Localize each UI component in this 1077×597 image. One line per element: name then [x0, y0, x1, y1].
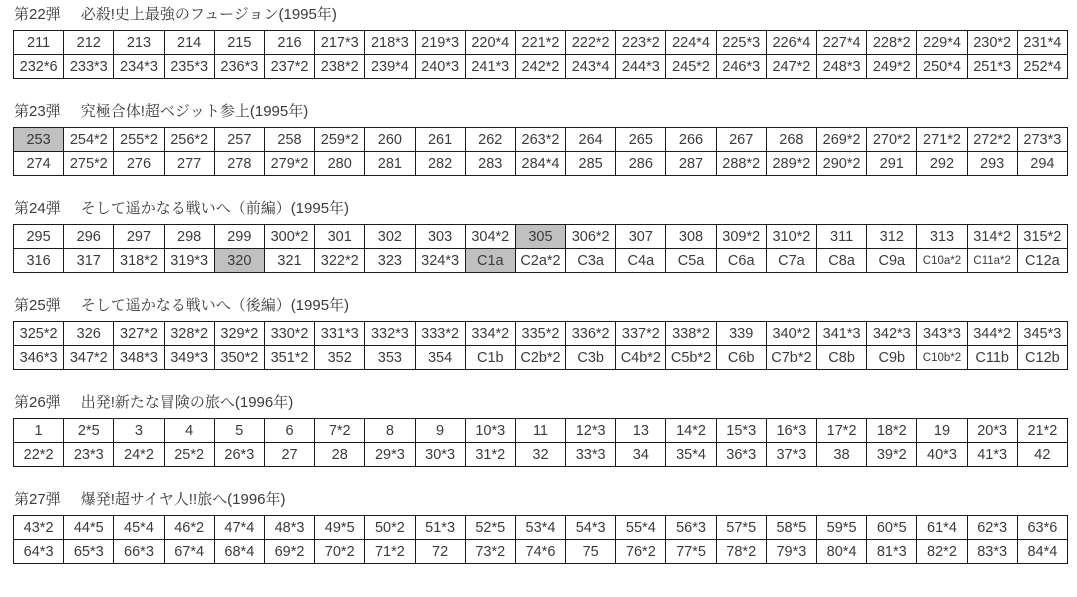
card-cell: 268: [766, 128, 816, 152]
card-cell: 34: [616, 443, 666, 467]
card-number-table: [13, 127, 1068, 176]
card-cell: 36*3: [716, 443, 766, 467]
card-cell: 258: [264, 128, 314, 152]
card-cell: 285: [566, 152, 616, 176]
card-cell: 318*2: [114, 249, 164, 273]
card-cell: C7a: [766, 249, 816, 273]
card-cell: 292: [917, 152, 967, 176]
card-cell: 352: [315, 346, 365, 370]
series-number: 第23弾: [14, 103, 61, 120]
card-number-table: [13, 30, 1068, 79]
card-cell: 46*2: [164, 516, 214, 540]
card-cell: 29*3: [365, 443, 415, 467]
card-cell: 23*3: [64, 443, 114, 467]
card-cell: 227*4: [817, 31, 867, 55]
card-cell: 343*3: [917, 322, 967, 346]
series-section-23: [13, 103, 1068, 176]
card-cell: 319*3: [164, 249, 214, 273]
card-cell: 3: [114, 419, 164, 443]
card-cell: 66*3: [114, 540, 164, 564]
card-cell: 50*2: [365, 516, 415, 540]
card-row: [14, 249, 1068, 273]
series-title: そして遥かなる戦いへ（後編）(1995年): [80, 297, 350, 314]
card-cell: 229*4: [917, 31, 967, 55]
card-cell: 322*2: [315, 249, 365, 273]
card-cell: 245*2: [666, 55, 716, 79]
card-cell: 238*2: [315, 55, 365, 79]
card-cell: C7b*2: [766, 346, 816, 370]
card-cell: 15*3: [716, 419, 766, 443]
card-row: [14, 128, 1068, 152]
card-cell: 40*3: [917, 443, 967, 467]
card-cell: 350*2: [214, 346, 264, 370]
series-section-24: [13, 200, 1068, 273]
card-cell: 266: [666, 128, 716, 152]
card-cell: 316: [14, 249, 64, 273]
card-cell: 354: [415, 346, 465, 370]
card-cell: 211: [14, 31, 64, 55]
card-cell: 329*2: [214, 322, 264, 346]
card-cell: 213: [114, 31, 164, 55]
card-cell: 308: [666, 225, 716, 249]
card-cell: 346*3: [14, 346, 64, 370]
card-number-table: [13, 515, 1068, 564]
card-cell: 310*2: [766, 225, 816, 249]
card-cell: 330*2: [264, 322, 314, 346]
card-cell: 9: [415, 419, 465, 443]
card-cell: 246*3: [716, 55, 766, 79]
card-cell: 70*2: [315, 540, 365, 564]
card-cell: 57*5: [716, 516, 766, 540]
card-cell: 288*2: [716, 152, 766, 176]
series-number: 第25弾: [14, 297, 61, 314]
card-cell: 282: [415, 152, 465, 176]
card-cell: 58*5: [766, 516, 816, 540]
card-cell: 13: [616, 419, 666, 443]
card-cell: 251*3: [967, 55, 1017, 79]
card-cell: 281: [365, 152, 415, 176]
card-cell: 82*2: [917, 540, 967, 564]
card-cell: 256*2: [164, 128, 214, 152]
card-cell: 311: [817, 225, 867, 249]
card-cell: 295: [14, 225, 64, 249]
card-cell: 43*2: [14, 516, 64, 540]
card-cell: 54*3: [566, 516, 616, 540]
card-cell: 220*4: [465, 31, 515, 55]
card-cell: 270*2: [867, 128, 917, 152]
series-section-25: [13, 297, 1068, 370]
card-cell: C11b: [967, 346, 1017, 370]
card-cell: 279*2: [264, 152, 314, 176]
card-cell: 349*3: [164, 346, 214, 370]
section-header: [14, 200, 1068, 218]
card-cell: 221*2: [515, 31, 565, 55]
card-cell: 277: [164, 152, 214, 176]
card-cell: 222*2: [566, 31, 616, 55]
card-cell: 218*3: [365, 31, 415, 55]
card-cell: 61*4: [917, 516, 967, 540]
card-cell: 75: [566, 540, 616, 564]
card-cell: 25*2: [164, 443, 214, 467]
card-cell: 264: [566, 128, 616, 152]
card-cell: 59*5: [817, 516, 867, 540]
card-cell: 353: [365, 346, 415, 370]
card-cell: C1a: [465, 249, 515, 273]
card-cell: 303: [415, 225, 465, 249]
card-cell: 326: [64, 322, 114, 346]
card-cell: 239*4: [365, 55, 415, 79]
card-cell: 262: [465, 128, 515, 152]
card-cell: 45*4: [114, 516, 164, 540]
card-cell: 24*2: [114, 443, 164, 467]
card-cell: 64*3: [14, 540, 64, 564]
card-cell: 74*6: [515, 540, 565, 564]
card-cell: 306*2: [566, 225, 616, 249]
card-cell: 312: [867, 225, 917, 249]
card-cell: 226*4: [766, 31, 816, 55]
card-cell: 327*2: [114, 322, 164, 346]
card-cell: 336*2: [566, 322, 616, 346]
card-cell: 60*5: [867, 516, 917, 540]
card-cell: 8: [365, 419, 415, 443]
card-cell: C5a: [666, 249, 716, 273]
card-cell: 30*3: [415, 443, 465, 467]
card-cell: C6b: [716, 346, 766, 370]
card-cell: 76*2: [616, 540, 666, 564]
card-cell: C8a: [817, 249, 867, 273]
card-cell: 6: [264, 419, 314, 443]
series-section-27: [13, 491, 1068, 564]
card-cell: 5: [214, 419, 264, 443]
card-cell: 32: [515, 443, 565, 467]
card-cell: 51*3: [415, 516, 465, 540]
card-cell: 248*3: [817, 55, 867, 79]
card-cell: 71*2: [365, 540, 415, 564]
card-cell: 63*6: [1017, 516, 1067, 540]
section-header: [14, 103, 1068, 121]
card-cell: 345*3: [1017, 322, 1067, 346]
card-row: [14, 31, 1068, 55]
card-cell: C3a: [566, 249, 616, 273]
card-cell: 41*3: [967, 443, 1017, 467]
card-cell: 62*3: [967, 516, 1017, 540]
card-row: [14, 346, 1068, 370]
card-cell: 38: [817, 443, 867, 467]
card-cell: 271*2: [917, 128, 967, 152]
series-section-22: [13, 6, 1068, 79]
card-cell: 21*2: [1017, 419, 1067, 443]
card-cell: 47*4: [214, 516, 264, 540]
card-cell: 291: [867, 152, 917, 176]
card-cell: 296: [64, 225, 114, 249]
card-cell: 232*6: [14, 55, 64, 79]
card-cell: 261: [415, 128, 465, 152]
card-cell: 225*3: [716, 31, 766, 55]
card-cell: 53*4: [515, 516, 565, 540]
card-cell: 68*4: [214, 540, 264, 564]
card-cell: 335*2: [515, 322, 565, 346]
card-cell: C9a: [867, 249, 917, 273]
card-cell: 278: [214, 152, 264, 176]
card-cell: 289*2: [766, 152, 816, 176]
card-row: [14, 55, 1068, 79]
card-cell: 347*2: [64, 346, 114, 370]
card-cell: 294: [1017, 152, 1067, 176]
card-cell: 276: [114, 152, 164, 176]
card-cell: 49*5: [315, 516, 365, 540]
card-cell: 14*2: [666, 419, 716, 443]
series-number: 第22弾: [14, 6, 61, 23]
card-cell: 77*5: [666, 540, 716, 564]
series-title: 爆発!超サイヤ人!!旅へ(1996年): [80, 491, 286, 508]
card-cell: 299: [214, 225, 264, 249]
card-cell: 244*3: [616, 55, 666, 79]
series-title: 究極合体!超ベジット参上(1995年): [80, 103, 309, 120]
card-cell: 44*5: [64, 516, 114, 540]
card-cell: 228*2: [867, 31, 917, 55]
card-cell: 313: [917, 225, 967, 249]
card-cell: 219*3: [415, 31, 465, 55]
card-cell: C11a*2: [967, 249, 1017, 273]
card-cell: 320: [214, 249, 264, 273]
series-number: 第26弾: [14, 394, 61, 411]
card-cell: 81*3: [867, 540, 917, 564]
card-cell: 65*3: [64, 540, 114, 564]
card-cell: 325*2: [14, 322, 64, 346]
card-cell: 273*3: [1017, 128, 1067, 152]
card-cell: 214: [164, 31, 214, 55]
series-section-26: [13, 394, 1068, 467]
card-number-table: [13, 418, 1068, 467]
card-cell: 237*2: [264, 55, 314, 79]
card-cell: 19: [917, 419, 967, 443]
card-cell: 234*3: [114, 55, 164, 79]
card-cell: 265: [616, 128, 666, 152]
card-cell: 22*2: [14, 443, 64, 467]
card-number-table: [13, 321, 1068, 370]
card-cell: 304*2: [465, 225, 515, 249]
card-cell: 323: [365, 249, 415, 273]
card-cell: 305: [515, 225, 565, 249]
card-row: [14, 419, 1068, 443]
card-cell: 344*2: [967, 322, 1017, 346]
card-cell: 290*2: [817, 152, 867, 176]
card-cell: 283: [465, 152, 515, 176]
series-number: 第27弾: [14, 491, 61, 508]
card-cell: C12a: [1017, 249, 1067, 273]
series-title: 必殺!史上最強のフュージョン(1995年): [80, 6, 337, 23]
card-cell: 254*2: [64, 128, 114, 152]
card-cell: 247*2: [766, 55, 816, 79]
card-cell: 1: [14, 419, 64, 443]
card-cell: 301: [315, 225, 365, 249]
card-cell: C8b: [817, 346, 867, 370]
card-cell: 217*3: [315, 31, 365, 55]
card-cell: 83*3: [967, 540, 1017, 564]
card-cell: 300*2: [264, 225, 314, 249]
card-cell: C4a: [616, 249, 666, 273]
card-cell: 260: [365, 128, 415, 152]
card-cell: 2*5: [64, 419, 114, 443]
card-cell: 55*4: [616, 516, 666, 540]
card-cell: 212: [64, 31, 114, 55]
card-cell: 267: [716, 128, 766, 152]
card-cell: C5b*2: [666, 346, 716, 370]
card-cell: 52*5: [465, 516, 515, 540]
card-cell: 307: [616, 225, 666, 249]
series-number: 第24弾: [14, 200, 61, 217]
section-header: [14, 6, 1068, 24]
card-cell: C12b: [1017, 346, 1067, 370]
card-cell: 332*3: [365, 322, 415, 346]
card-cell: 80*4: [817, 540, 867, 564]
card-cell: 324*3: [415, 249, 465, 273]
card-cell: 321: [264, 249, 314, 273]
card-cell: 4: [164, 419, 214, 443]
card-row: [14, 225, 1068, 249]
card-cell: 253: [14, 128, 64, 152]
card-cell: 298: [164, 225, 214, 249]
card-cell: 27: [264, 443, 314, 467]
card-cell: 317: [64, 249, 114, 273]
card-cell: 309*2: [716, 225, 766, 249]
card-cell: 233*3: [64, 55, 114, 79]
card-cell: 284*4: [515, 152, 565, 176]
card-cell: 35*4: [666, 443, 716, 467]
card-cell: 341*3: [817, 322, 867, 346]
card-cell: 337*2: [616, 322, 666, 346]
card-cell: 348*3: [114, 346, 164, 370]
card-cell: 215: [214, 31, 264, 55]
card-cell: 39*2: [867, 443, 917, 467]
card-cell: 67*4: [164, 540, 214, 564]
card-row: [14, 152, 1068, 176]
card-cell: 280: [315, 152, 365, 176]
card-cell: 56*3: [666, 516, 716, 540]
card-cell: 17*2: [817, 419, 867, 443]
card-cell: 257: [214, 128, 264, 152]
card-row: [14, 516, 1068, 540]
card-cell: C6a: [716, 249, 766, 273]
card-cell: 10*3: [465, 419, 515, 443]
card-cell: 7*2: [315, 419, 365, 443]
series-title: そして遥かなる戦いへ（前編）(1995年): [80, 200, 350, 217]
section-header: [14, 491, 1068, 509]
card-cell: 328*2: [164, 322, 214, 346]
card-cell: 263*2: [515, 128, 565, 152]
card-cell: 223*2: [616, 31, 666, 55]
card-cell: 314*2: [967, 225, 1017, 249]
card-cell: 334*2: [465, 322, 515, 346]
card-cell: C1b: [465, 346, 515, 370]
card-cell: 231*4: [1017, 31, 1067, 55]
card-cell: 333*2: [415, 322, 465, 346]
card-cell: 274: [14, 152, 64, 176]
card-cell: 338*2: [666, 322, 716, 346]
card-cell: 302: [365, 225, 415, 249]
card-row: [14, 322, 1068, 346]
card-cell: 339: [716, 322, 766, 346]
card-number-table: [13, 224, 1068, 273]
card-cell: 48*3: [264, 516, 314, 540]
card-row: [14, 540, 1068, 564]
card-cell: 255*2: [114, 128, 164, 152]
card-cell: 340*2: [766, 322, 816, 346]
card-cell: 236*3: [214, 55, 264, 79]
card-row: [14, 443, 1068, 467]
card-cell: 18*2: [867, 419, 917, 443]
card-cell: 275*2: [64, 152, 114, 176]
section-header: [14, 297, 1068, 315]
card-cell: 331*3: [315, 322, 365, 346]
card-cell: 351*2: [264, 346, 314, 370]
card-cell: 216: [264, 31, 314, 55]
card-cell: 78*2: [716, 540, 766, 564]
card-cell: 11: [515, 419, 565, 443]
card-cell: 287: [666, 152, 716, 176]
card-cell: 12*3: [566, 419, 616, 443]
card-cell: 79*3: [766, 540, 816, 564]
section-header: [14, 394, 1068, 412]
card-cell: C3b: [566, 346, 616, 370]
card-cell: C4b*2: [616, 346, 666, 370]
series-title: 出発!新たな冒険の旅へ(1996年): [80, 394, 294, 411]
card-cell: 249*2: [867, 55, 917, 79]
card-cell: C10a*2: [917, 249, 967, 273]
card-cell: C9b: [867, 346, 917, 370]
card-cell: 230*2: [967, 31, 1017, 55]
card-cell: 84*4: [1017, 540, 1067, 564]
card-cell: 293: [967, 152, 1017, 176]
card-cell: 286: [616, 152, 666, 176]
card-cell: 259*2: [315, 128, 365, 152]
card-cell: C10b*2: [917, 346, 967, 370]
card-cell: 272*2: [967, 128, 1017, 152]
card-cell: C2b*2: [515, 346, 565, 370]
card-cell: 31*2: [465, 443, 515, 467]
card-cell: 252*4: [1017, 55, 1067, 79]
card-cell: 297: [114, 225, 164, 249]
card-cell: C2a*2: [515, 249, 565, 273]
card-cell: 42: [1017, 443, 1067, 467]
card-cell: 28: [315, 443, 365, 467]
card-cell: 235*3: [164, 55, 214, 79]
card-cell: 243*4: [566, 55, 616, 79]
card-cell: 241*3: [465, 55, 515, 79]
card-cell: 342*3: [867, 322, 917, 346]
card-cell: 37*3: [766, 443, 816, 467]
card-cell: 33*3: [566, 443, 616, 467]
card-cell: 240*3: [415, 55, 465, 79]
card-cell: 315*2: [1017, 225, 1067, 249]
card-cell: 269*2: [817, 128, 867, 152]
card-cell: 73*2: [465, 540, 515, 564]
card-cell: 16*3: [766, 419, 816, 443]
card-cell: 20*3: [967, 419, 1017, 443]
card-cell: 26*3: [214, 443, 264, 467]
card-cell: 72: [415, 540, 465, 564]
card-cell: 224*4: [666, 31, 716, 55]
card-cell: 250*4: [917, 55, 967, 79]
card-cell: 69*2: [264, 540, 314, 564]
card-cell: 242*2: [515, 55, 565, 79]
